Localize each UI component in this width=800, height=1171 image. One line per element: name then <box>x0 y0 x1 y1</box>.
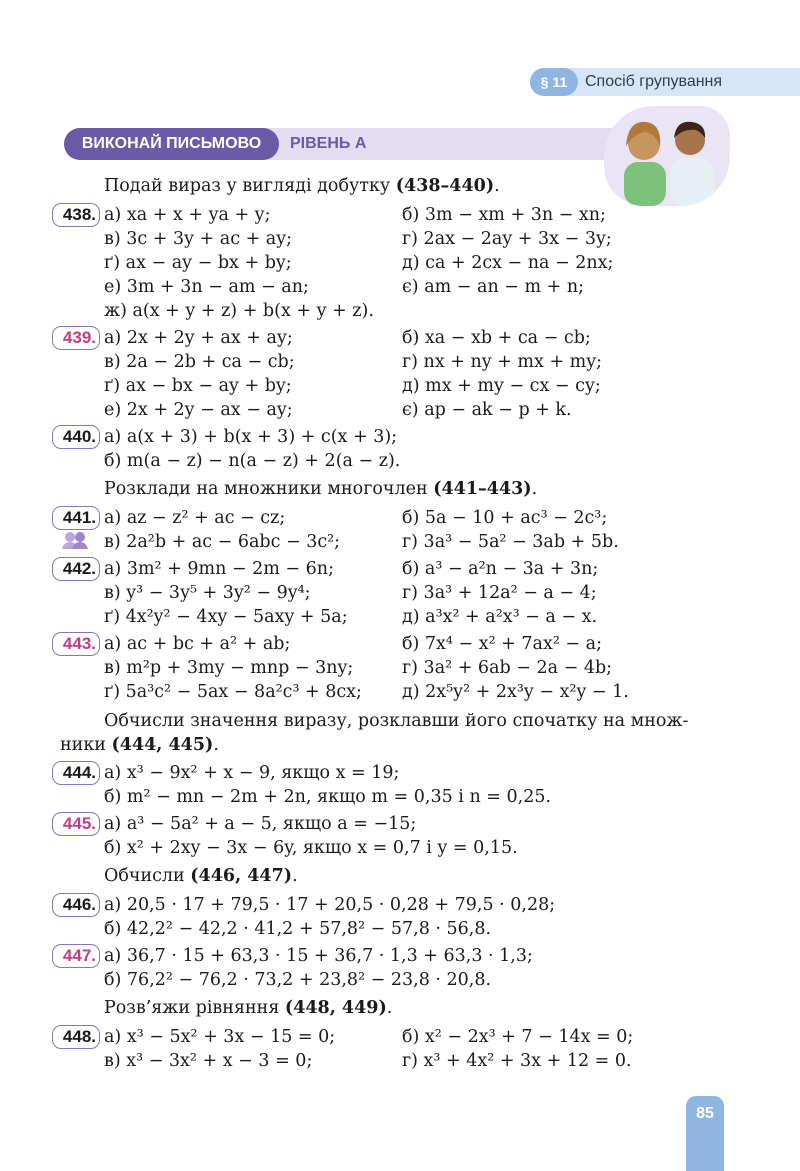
exercise-item: б) 42,2² − 42,2 · 41,2 + 57,8² − 57,8 · 56,8. <box>104 919 492 939</box>
exercise-item: ґ) ax − ay − bx + by; <box>104 253 292 273</box>
instruction-text: Обчисли значення виразу, розклавши його спочатку на множ- <box>104 711 689 731</box>
instruction-text: Розклади на множники многочлен (441–443). <box>104 479 538 499</box>
students-photo <box>604 106 730 206</box>
exercise-item: б) 5a − 10 + ac³ − 2c³; <box>402 508 608 528</box>
exercise-number: 442. <box>52 557 100 581</box>
exercise-item: г) 3a³ − 5a² − 3ab + 5b. <box>402 532 619 552</box>
exercise-item: є) am − an − m + n; <box>402 277 585 297</box>
instruction-text: Розв’яжи рівняння (448, 449). <box>104 998 393 1018</box>
exercise-item: а) 36,7 · 15 + 63,3 · 15 + 36,7 · 1,3 + 63,3 · 1,3; <box>104 946 533 966</box>
exercise-item: б) x² + 2xy − 3x − 6y, якщо x = 0,7 і y = 0,15. <box>104 838 518 858</box>
exercise-item: д) mx + my − cx − cy; <box>402 376 601 396</box>
exercise-item: в) 2a²b + ac − 6abc − 3c²; <box>104 532 341 552</box>
exercise-item: е) 2x + 2y − ax − ay; <box>104 400 293 420</box>
exercise-item: б) xa − xb + ca − cb; <box>402 328 591 348</box>
task-label: ВИКОНАЙ ПИСЬМОВО <box>64 128 279 160</box>
exercise-number: 447. <box>52 944 100 968</box>
exercise-item: ж) a(x + y + z) + b(x + y + z). <box>104 301 374 321</box>
exercise-item: а) 3m² + 9mn − 2m − 6n; <box>104 559 334 579</box>
exercise-item: д) a³x² + a²x³ − a − x. <box>402 607 598 627</box>
exercise-item: ґ) 5a³c² − 5ax − 8a²c³ + 8cx; <box>104 682 362 702</box>
exercise-item: е) 3m + 3n − am − an; <box>104 277 309 297</box>
exercise-number: 440. <box>52 425 100 449</box>
exercise-item: є) ap − ak − p + k. <box>402 400 572 420</box>
page-number: 85 <box>686 1096 724 1171</box>
exercise-item: а) 20,5 · 17 + 79,5 · 17 + 20,5 · 0,28 + 79,5 · 0,28; <box>104 895 556 915</box>
exercise-item: а) 2x + 2y + ax + ay; <box>104 328 293 348</box>
instruction-text: Обчисли (446, 447). <box>104 866 298 886</box>
exercise-item: б) 7x⁴ − x² + 7ax² − a; <box>402 634 602 654</box>
exercise-item: в) y³ − 3y⁵ + 3y² − 9y⁴; <box>104 583 311 603</box>
exercise-number: 443. <box>52 632 100 656</box>
exercise-item: б) 3m − xm + 3n − xn; <box>402 205 606 225</box>
exercise-item: г) 3a² + 6ab − 2a − 4b; <box>402 658 613 678</box>
exercise-number: 446. <box>52 893 100 917</box>
exercise-item: а) a³ − 5a² + a − 5, якщо a = −15; <box>104 814 417 834</box>
exercise-number: 441. <box>52 506 100 530</box>
exercise-item: б) m(a − z) − n(a − z) + 2(a − z). <box>104 451 401 471</box>
exercise-item: а) x³ − 9x² + x − 9, якщо x = 19; <box>104 763 400 783</box>
level-label: РІВЕНЬ А <box>290 135 367 152</box>
exercise-item: ґ) 4x²y² − 4xy − 5axy + 5a; <box>104 607 348 627</box>
exercise-number: 444. <box>52 761 100 785</box>
exercise-number: 448. <box>52 1025 100 1049</box>
exercise-number: 438. <box>52 203 100 227</box>
exercise-item: а) xa + x + ya + y; <box>104 205 271 225</box>
exercise-item: г) x³ + 4x² + 3x + 12 = 0. <box>402 1051 632 1071</box>
section-title: Спосіб групування <box>585 73 723 90</box>
exercise-item: б) m² − mn − 2m + 2n, якщо m = 0,35 і n = 0,25. <box>104 787 552 807</box>
discussion-icon <box>60 531 90 549</box>
exercise-item: г) 2ax − 2ay + 3x − 3y; <box>402 229 612 249</box>
exercise-item: в) x³ − 3x² + x − 3 = 0; <box>104 1051 313 1071</box>
exercise-item: а) ac + bc + a² + ab; <box>104 634 291 654</box>
exercise-number: 445. <box>52 812 100 836</box>
exercise-item: д) 2x⁵y² + 2x³y − x²y − 1. <box>402 682 629 702</box>
exercise-item: в) m²p + 3my − mnp − 3ny; <box>104 658 354 678</box>
exercise-item: в) 2a − 2b + ca − cb; <box>104 352 295 372</box>
exercise-item: а) a(x + 3) + b(x + 3) + c(x + 3); <box>104 427 398 447</box>
instruction-text: Подай вираз у вигляді добутку (438–440). <box>104 176 500 196</box>
exercise-item: б) a³ − a²n − 3a + 3n; <box>402 559 599 579</box>
exercise-number: 439. <box>52 326 100 350</box>
exercise-item: в) 3c + 3y + ac + ay; <box>104 229 293 249</box>
exercise-item: б) 76,2² − 76,2 · 73,2 + 23,8² − 23,8 · 20,8. <box>104 970 492 990</box>
exercise-item: ґ) ax − bx − ay + by; <box>104 376 292 396</box>
exercise-item: г) nx + ny + mx + my; <box>402 352 603 372</box>
instruction-text: ники (444, 445). <box>60 735 219 755</box>
exercise-item: д) ca + 2cx − na − 2nx; <box>402 253 614 273</box>
exercise-item: б) x² − 2x³ + 7 − 14x = 0; <box>402 1027 634 1047</box>
section-number: § 11 <box>530 68 578 96</box>
exercise-item: г) 3a³ + 12a² − a − 4; <box>402 583 597 603</box>
exercise-item: а) x³ − 5x² + 3x − 15 = 0; <box>104 1027 336 1047</box>
exercise-item: а) az − z² + ac − cz; <box>104 508 286 528</box>
